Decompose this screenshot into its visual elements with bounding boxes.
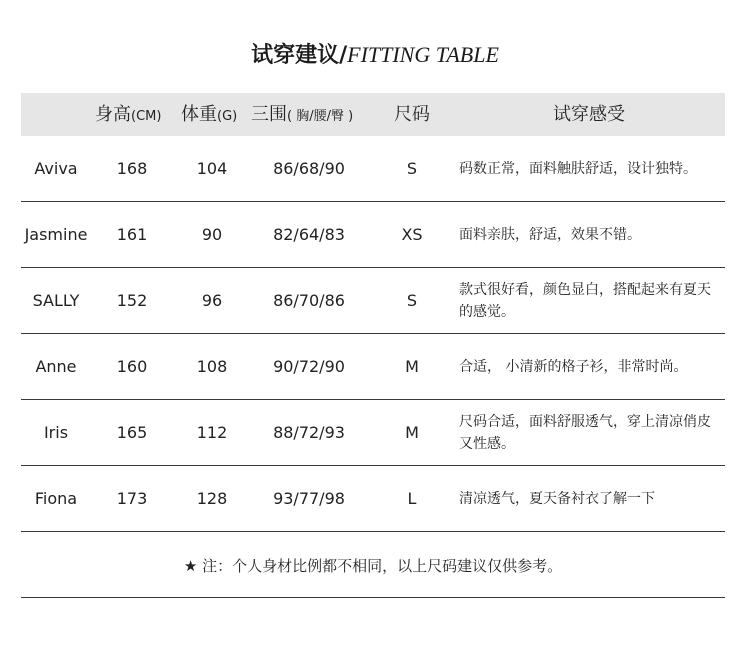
cell-size: M: [405, 357, 419, 376]
cell-feedback: 款式很好看，颜色显白，搭配起来有夏天的感觉。: [459, 281, 711, 320]
cell-name: Jasmine: [24, 225, 88, 244]
header-weight-label: 体重: [181, 104, 217, 125]
cell-weight: 90: [201, 225, 223, 244]
cell-feedback: 面料亲肤，舒适，效果不错。: [459, 226, 641, 243]
cell-measurements: 86/68/90: [273, 159, 345, 178]
cell-weight: 108: [196, 357, 228, 376]
cell-feedback: 尺码合适，面料舒服透气，穿上清凉俏皮又性感。: [459, 413, 711, 452]
header-size: 尺码: [394, 104, 430, 125]
header-weight: [181, 93, 237, 136]
header-measurements: [251, 93, 353, 136]
cell-weight: 128: [196, 489, 228, 508]
header-feedback: 试穿感受: [553, 104, 625, 125]
page-title: [0, 38, 750, 69]
cell-size: M: [405, 423, 419, 442]
cell-feedback: 合适， 小清新的格子衫，非常时尚。: [459, 358, 688, 375]
header-height-label: 身高: [95, 104, 131, 125]
header-measurements-detail: ( 胸/腰/臀 ): [287, 109, 354, 124]
header-weight-unit: (G): [217, 109, 238, 124]
cell-height: 161: [116, 225, 148, 244]
cell-measurements: 93/77/98: [273, 489, 345, 508]
cell-size: XS: [401, 225, 423, 244]
cell-name: Anne: [35, 357, 77, 376]
cell-name: Fiona: [34, 489, 78, 508]
table-row: [21, 334, 725, 400]
title-en: FITTING TABLE: [347, 42, 499, 67]
cell-feedback: 码数正常，面料触肤舒适，设计独特。: [459, 160, 697, 177]
cell-measurements: 86/70/86: [273, 291, 345, 310]
table-row: [21, 136, 725, 202]
cell-size: L: [407, 489, 417, 508]
cell-size: S: [406, 159, 418, 178]
cell-weight: 112: [196, 423, 228, 442]
cell-height: 165: [116, 423, 148, 442]
cell-name: Aviva: [34, 159, 78, 178]
table-row: [21, 202, 725, 268]
cell-weight: 96: [201, 291, 223, 310]
cell-size: S: [406, 291, 418, 310]
cell-weight: 104: [196, 159, 228, 178]
header-height-unit: (CM): [131, 109, 162, 124]
table-row: [21, 466, 725, 532]
cell-name: Iris: [43, 423, 69, 442]
table-header: [21, 93, 725, 136]
header-measurements-label: 三围: [251, 104, 287, 125]
cell-name: SALLY: [32, 291, 80, 310]
cell-feedback: 清凉透气，夏天备衬衣了解一下: [459, 490, 655, 507]
cell-height: 152: [116, 291, 148, 310]
table-row: [21, 268, 725, 334]
cell-height: 168: [116, 159, 148, 178]
header-height: [95, 93, 161, 136]
cell-measurements: 82/64/83: [273, 225, 345, 244]
title-cn: 试穿建议/: [251, 43, 348, 68]
table-row: [21, 400, 725, 466]
cell-height: 173: [116, 489, 148, 508]
cell-height: 160: [116, 357, 148, 376]
cell-measurements: 88/72/93: [273, 423, 345, 442]
cell-measurements: 90/72/90: [273, 357, 345, 376]
footnote: ★ 注：个人身材比例都不相同，以上尺码建议仅供参考。: [21, 533, 725, 598]
